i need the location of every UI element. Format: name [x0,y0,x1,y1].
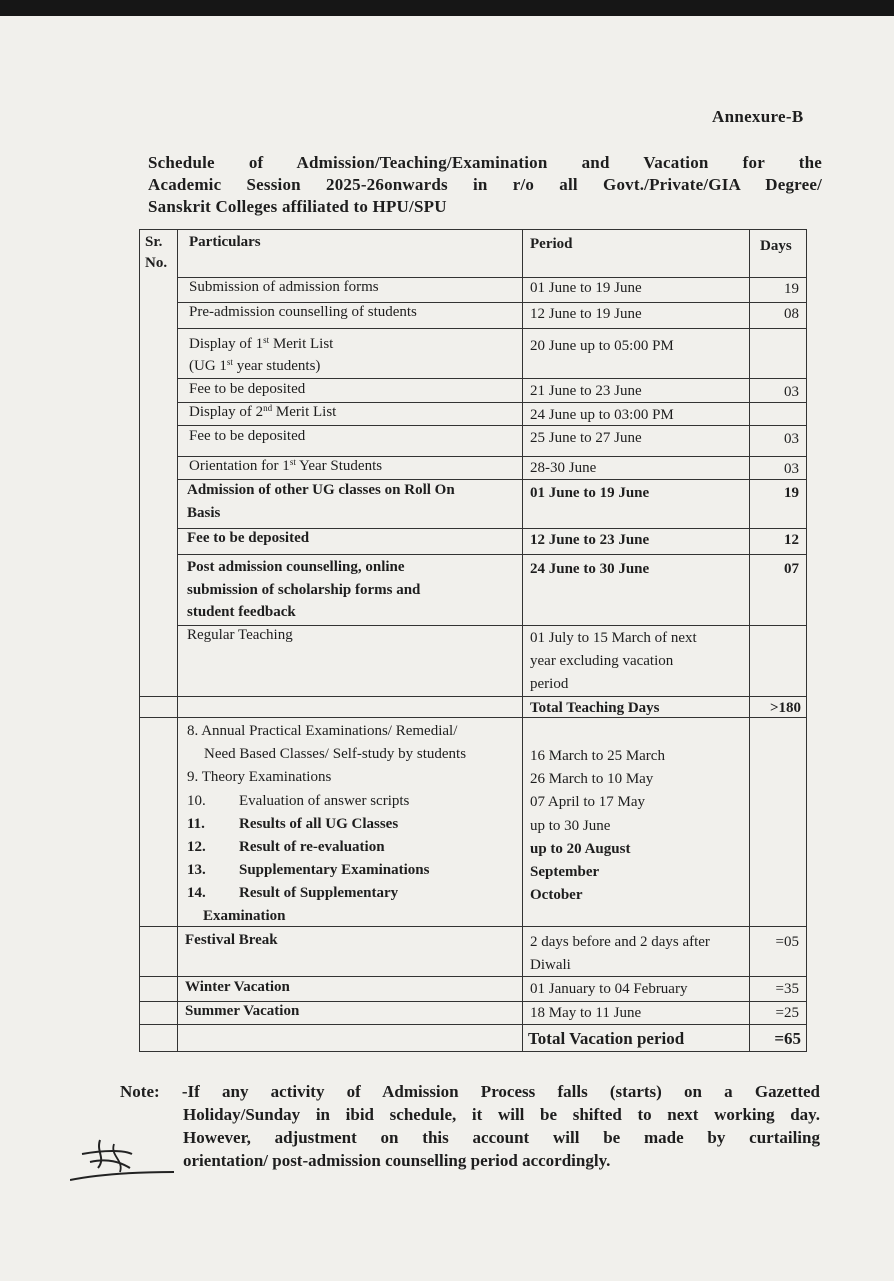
days-cell: 03 [784,431,799,447]
exam-period: 16 March to 25 March [530,748,665,764]
period-cell: 01 June to 19 June [530,485,650,501]
vacation-period: 18 May to 11 June [530,1005,642,1021]
days-cell: 03 [784,384,799,400]
period-cell: 01 June to 19 June [530,280,642,296]
exam-period: 26 March to 10 May [530,771,654,787]
table-border-top [139,229,807,230]
vacation-days: =35 [775,981,799,997]
row-divider [139,1024,807,1025]
particulars-cell: Fee to be deposited [187,530,310,546]
table-border-right [806,229,807,1052]
vacation-particulars: Festival Break [185,932,278,948]
total-vacation-label: Total Vacation period [528,1029,685,1048]
exam-item: Evaluation of answer scripts [239,793,410,809]
days-cell: 08 [784,306,799,322]
particulars-cell: Display of 2nd Merit List [189,403,337,420]
exam-item: Results of all UG Classes [239,816,399,832]
annexure-label: Annexure-B [712,107,804,126]
note-line-3: However, adjustment on this account will be made by curtailing [183,1128,820,1147]
exam-number: 12. [187,839,206,855]
days-cell: 03 [784,461,799,477]
period-cell: 28-30 June [530,460,597,476]
particulars-cell: Fee to be deposited [189,381,306,397]
top-bar [0,0,894,16]
exam-period: up to 30 June [530,818,611,834]
header-no: No. [145,255,168,271]
total-teaching-days: >180 [769,700,801,716]
particulars-cell: Post admission counselling, online [187,559,405,575]
vacation-particulars: Summer Vacation [185,1003,300,1019]
period-cell: 24 June up to 03:00 PM [530,407,674,423]
particulars-cell: Admission of other UG classes on Roll On [187,482,455,498]
exam-item: Result of Supplementary [239,885,399,901]
particulars-cell: Display of 1st Merit List [189,335,334,352]
exam-period: up to 20 August [530,841,631,857]
period-cell: 01 July to 15 March of next [530,630,697,646]
table-border-bottom [139,1051,807,1052]
period-cell: 20 June up to 05:00 PM [530,338,674,354]
exam-period: September [530,864,600,880]
exam-item: Result of re-evaluation [239,839,385,855]
particulars-cell-line2: submission of scholarship forms and [187,582,421,598]
table-column-divider [177,229,178,1052]
period-cell: 21 June to 23 June [530,383,642,399]
particulars-cell: Fee to be deposited [189,428,306,444]
heading-line-3: Sanskrit Colleges affiliated to HPU/SPU [148,197,447,216]
table-border-left [139,229,140,1052]
exam-item-line2: Examination [203,908,286,924]
period-cell: 24 June to 30 June [530,561,650,577]
exam-item: 8. Annual Practical Examinations/ Remedial/ [187,723,458,739]
period-cell-line3: period [530,676,569,692]
row-divider [139,696,807,697]
particulars-cell: Pre-admission counselling of students [189,304,417,320]
row-divider [177,554,807,555]
header-period: Period [530,236,573,252]
exam-item: 9. Theory Examinations [187,769,332,785]
exam-period: October [530,887,583,903]
signature-image [70,1132,180,1184]
particulars-cell-line2: Basis [187,505,221,521]
vacation-days: =25 [775,1005,799,1021]
days-cell: 19 [784,281,799,297]
vacation-particulars: Winter Vacation [185,979,290,995]
table-column-divider [749,229,750,1052]
particulars-cell-line3: student feedback [187,604,296,620]
note-line-2: Holiday/Sunday in ibid schedule, it will be shifted to next working day. [183,1105,820,1124]
note-line-4: orientation/ post-admission counselling period accordingly. [183,1151,611,1170]
header-particulars: Particulars [189,234,261,250]
exam-item: Supplementary Examinations [239,862,430,878]
days-cell: 12 [784,532,799,548]
exam-period: 07 April to 17 May [530,794,645,810]
days-cell: 07 [784,561,799,577]
vacation-period: 01 January to 04 February [530,981,688,997]
period-cell-line2: year excluding vacation [530,653,674,669]
period-cell: 12 June to 19 June [530,306,642,322]
period-cell: 12 June to 23 June [530,532,650,548]
exam-number: 10. [187,793,206,809]
row-divider [139,717,807,718]
document-heading [148,152,822,218]
particulars-cell: Submission of admission forms [189,279,379,295]
row-divider [177,328,807,329]
period-cell: 25 June to 27 June [530,430,642,446]
particulars-cell: Orientation for 1st Year Students [189,457,383,474]
total-vacation-days: =65 [774,1029,801,1048]
heading-line-2: Academic Session 2025-26onwards in r/o all Govt./Private/GIA Degree/ [148,175,822,194]
exam-number: 13. [187,862,206,878]
particulars-cell-line2: (UG 1st year students) [189,357,321,374]
exam-item-line2: Need Based Classes/ Self-study by students [204,746,467,762]
exam-number: 14. [187,885,206,901]
particulars-cell: Regular Teaching [187,627,293,643]
exam-number: 11. [187,816,205,832]
table-column-divider [522,229,523,1052]
vacation-period-line2: Diwali [530,957,571,973]
header-sr: Sr. [145,234,163,250]
heading-line-1: Schedule of Admission/Teaching/Examination and Vacation for the [148,153,822,172]
total-teaching-label: Total Teaching Days [530,700,660,716]
note-line-1: Note: -If any activity of Admission Process falls (starts) on a Gazetted [120,1082,820,1101]
note-paragraph [120,1080,820,1172]
vacation-period: 2 days before and 2 days after [530,934,710,950]
header-days: Days [760,238,792,254]
days-cell: 19 [784,485,799,501]
vacation-days: =05 [775,934,799,950]
